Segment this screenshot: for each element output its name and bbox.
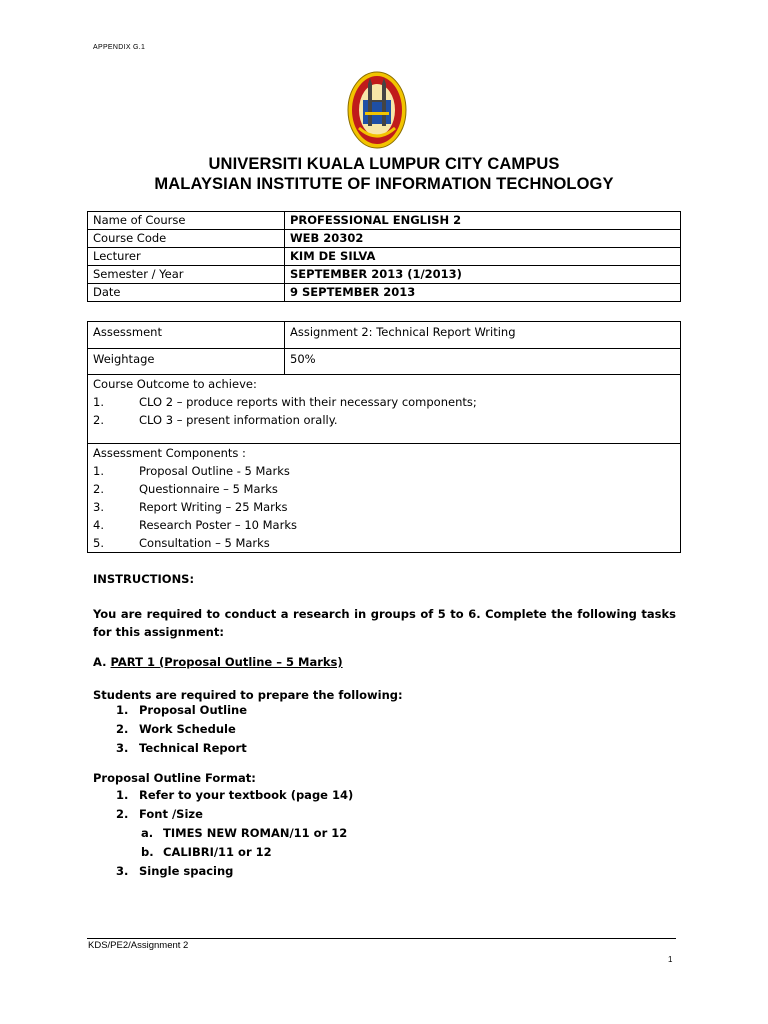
list-text: CLO 2 – produce reports with their necessary components; [139,395,477,409]
course-name-value: PROFESSIONAL ENGLISH 2 [285,212,681,230]
list-text: CALIBRI/11 or 12 [163,845,272,859]
table-row [88,349,681,375]
list-text: Font /Size [139,807,203,821]
list-text: Technical Report [139,741,247,755]
list-number: 3. [93,500,104,514]
list-item [93,701,676,720]
components-heading: Assessment Components : [93,446,246,460]
page-number: 1 [668,955,673,964]
lecturer-value: KIM DE SILVA [285,248,681,266]
students-heading: Students are required to prepare the following: [93,688,403,702]
list-item [93,786,676,805]
table-row [88,248,681,266]
list-number: a. [141,826,154,840]
list-number: 2. [116,807,129,821]
format-list [93,786,676,881]
list-number: 1. [93,395,104,409]
table-row [88,284,681,302]
proposal-format-heading: Proposal Outline Format: [93,771,256,785]
students-list [93,701,676,758]
course-code-label: Course Code [88,230,285,248]
list-text: Refer to your textbook (page 14) [139,788,354,802]
list-number: 1. [116,788,129,802]
list-number: 1. [93,464,104,478]
list-text: Consultation – 5 Marks [139,536,270,550]
university-crest-logo [347,70,407,150]
instructions-paragraph: You are required to conduct a research in groups of 5 to 6. Complete the following tasks for this assignment: [93,607,676,639]
list-item [93,805,676,824]
course-info-table [87,211,681,302]
list-item [93,516,680,534]
instructions-heading: INSTRUCTIONS: [93,572,195,586]
footer-divider [87,938,676,939]
list-number: 3. [116,864,129,878]
list-number: 4. [93,518,104,532]
part-a-heading [93,653,676,671]
institute-title: MALAYSIAN INSTITUTE OF INFORMATION TECHNOLOGY [154,175,614,193]
list-item [93,480,680,498]
list-text: Proposal Outline [139,703,248,717]
list-text: Research Poster – 10 Marks [139,518,297,532]
list-text: CLO 3 – present information orally. [139,413,338,427]
part-prefix: A. [93,655,111,669]
list-text: Work Schedule [139,722,236,736]
footer-code: KDS/PE2/Assignment 2 [88,940,189,951]
list-text: TIMES NEW ROMAN/11 or 12 [163,826,348,840]
table-row [88,212,681,230]
part-title: PART 1 (Proposal Outline – 5 Marks) [110,655,343,669]
list-number: 2. [116,722,129,736]
list-number: 5. [93,536,104,550]
list-item [93,411,680,429]
assessment-value: Assignment 2: Technical Report Writing [285,322,681,349]
date-value: 9 SEPTEMBER 2013 [285,284,681,302]
course-outcome-heading: Course Outcome to achieve: [93,377,257,391]
list-number: b. [141,845,154,859]
weightage-label: Weightage [88,349,285,375]
list-number: 2. [93,413,104,427]
lecturer-label: Lecturer [88,248,285,266]
course-code-value: WEB 20302 [285,230,681,248]
list-text: Report Writing – 25 Marks [139,500,288,514]
course-name-label: Name of Course [88,212,285,230]
list-item [93,739,676,758]
components-list [93,462,680,552]
course-outcome-list [93,393,680,429]
list-item [93,843,676,862]
appendix-label: APPENDIX G.1 [93,44,146,51]
semester-label: Semester / Year [88,266,285,284]
list-item [93,862,676,881]
students-list-block [93,701,676,758]
table-row [88,230,681,248]
list-number: 1. [116,703,129,717]
list-item [93,534,680,552]
list-text: Proposal Outline - 5 Marks [139,464,290,478]
assessment-components-cell [88,444,681,553]
table-row [88,375,681,444]
list-number: 3. [116,741,129,755]
course-outcome-cell [88,375,681,444]
list-item [93,393,680,411]
list-item [93,720,676,739]
table-row [88,444,681,553]
list-item [93,498,680,516]
table-row [88,266,681,284]
assessment-label: Assessment [88,322,285,349]
format-list-block [93,786,676,881]
list-text: Questionnaire – 5 Marks [139,482,278,496]
list-item [93,824,676,843]
university-title: UNIVERSITI KUALA LUMPUR CITY CAMPUS [208,155,560,173]
semester-value: SEPTEMBER 2013 (1/2013) [285,266,681,284]
assessment-table [87,321,681,553]
weightage-value: 50% [285,349,681,375]
list-number: 2. [93,482,104,496]
table-row [88,322,681,349]
list-text: Single spacing [139,864,234,878]
list-item [93,462,680,480]
date-label: Date [88,284,285,302]
